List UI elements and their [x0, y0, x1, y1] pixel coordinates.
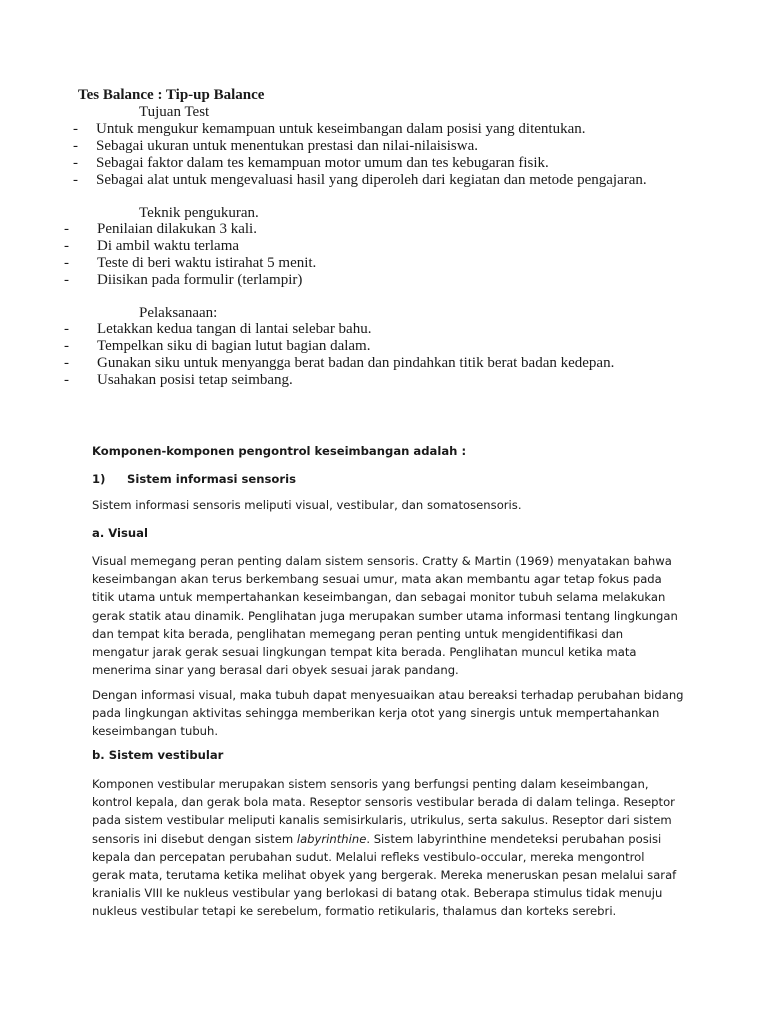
list-item: Sebagai ukuran untuk menentukan prestasi dan nilai-nilaisiswa.: [96, 138, 478, 154]
list-dash: -: [64, 272, 69, 288]
list-item: Teste di beri waktu istirahat 5 menit.: [97, 255, 317, 271]
paragraph-line: keseimbangan tubuh.: [92, 724, 219, 739]
list-dash: -: [73, 155, 78, 171]
list-item: Letakkan kedua tangan di lantai selebar bahu.: [97, 321, 372, 337]
paragraph-line: menerima sinar yang berasal dari obyek sesuai jarak pandang.: [92, 663, 459, 678]
list-dash: -: [64, 372, 69, 388]
list-dash: -: [64, 255, 69, 271]
list-dash: -: [73, 121, 78, 137]
paragraph-line: gerak statik atau dinamik. Penglihatan juga merupakan sumber utama informasi tentang lingkungan: [92, 608, 678, 623]
paragraph-line: pada sistem vestibular meliputi kanalis semisirkularis, utrikulus, serta sakulus. Reseptor dari sistem: [92, 813, 672, 828]
paragraph-line: kepala dan percepatan perubahan sudut. Melalui refleks vestibulo-occular, mereka mengontrol: [92, 849, 645, 864]
section-intro: Sistem informasi sensoris meliputi visual, vestibular, dan somatosensoris.: [92, 498, 522, 512]
visual-paragraph-2: [92, 686, 692, 741]
list-item: Di ambil waktu terlama: [97, 238, 240, 254]
paragraph-line: kontrol kepala, dan gerak bola mata. Reseptor sensoris vestibular berada di dalam telinga. Reseptor: [92, 795, 675, 810]
list-item: Diisikan pada formulir (terlampir): [97, 272, 303, 288]
visual-heading: a. Visual: [92, 526, 148, 540]
paragraph-line: titik utama untuk mempertahankan keseimbangan, dan sebagai monitor tubuh selama melakukan: [92, 590, 666, 605]
paragraph-line: pada lingkungan aktivitas sehingga memberikan kerja otot yang sinergis untuk mempertahankan: [92, 706, 660, 721]
list-dash: -: [64, 221, 69, 237]
komponen-heading: Komponen-komponen pengontrol keseimbangan adalah :: [92, 444, 467, 458]
list-item: Penilaian dilakukan 3 kali.: [97, 221, 257, 237]
line-text: . Sistem labyrinthine mendeteksi perubahan posisi: [366, 831, 662, 846]
paragraph-line: [92, 830, 692, 848]
list-item: Sebagai faktor dalam tes kemampuan motor umum dan tes kebugaran fisik.: [96, 155, 549, 171]
paragraph-line: Komponen vestibular merupakan sistem sensoris yang berfungsi penting dalam keseimbangan,: [92, 777, 649, 791]
list-dash: -: [73, 172, 78, 188]
paragraph-line: nukleus vestibular tetapi ke serebelum, formatio retikularis, thalamus dan korteks serebri.: [92, 904, 617, 919]
pelaksanaan-heading: Pelaksanaan:: [139, 305, 218, 321]
paragraph-line: kranialis VIII ke nukleus vestibular yang berlokasi di batang otak. Beberapa stimulus tidak menuju: [92, 886, 663, 901]
line-text: sensoris ini disebut dengan sistem: [92, 831, 297, 846]
vestibular-heading: b. Sistem vestibular: [92, 748, 224, 762]
list-item: Gunakan siku untuk menyangga berat badan dan pindahkan titik berat badan kedepan.: [97, 355, 615, 371]
vestibular-paragraph: [92, 775, 692, 921]
list-item: Usahakan posisi tetap seimbang.: [97, 372, 293, 388]
paragraph-line: Dengan informasi visual, maka tubuh dapat menyesuaikan atau bereaksi terhadap perubahan bidang: [92, 688, 684, 702]
list-item: Sebagai alat untuk mengevaluasi hasil yang diperoleh dari kegiatan dan metode pengajaran.: [96, 172, 647, 188]
emphasis-term: labyrinthine: [296, 831, 367, 846]
list-item: Tempelkan siku di bagian lutut bagian dalam.: [97, 338, 371, 354]
paragraph-line: gerak mata, terutama ketika melihat obyek yang bergerak. Mereka meneruskan pesan melalui saraf: [92, 868, 677, 883]
list-dash: -: [64, 355, 69, 371]
list-dash: -: [64, 321, 69, 337]
section-title: Sistem informasi sensoris: [127, 472, 296, 486]
paragraph-line: dan tempat kita berada, penglihatan memegang peran penting untuk mengidentifikasi dan: [92, 626, 624, 641]
list-item: Untuk mengukur kemampuan untuk keseimbangan dalam posisi yang ditentukan.: [96, 121, 586, 137]
list-dash: -: [64, 338, 69, 354]
visual-paragraph-1: [92, 552, 692, 679]
list-dash: -: [64, 238, 69, 254]
paragraph-line: mengatur jarak gerak sesuai lingkungan tempat kita berada. Penglihatan muncul ketika mata: [92, 645, 637, 660]
list-dash: -: [73, 138, 78, 154]
tujuan-heading: Tujuan Test: [139, 104, 210, 120]
paragraph-line: Visual memegang peran penting dalam sistem sensoris. Cratty & Martin (1969) menyatakan bahwa: [92, 554, 672, 568]
paragraph-line: keseimbangan akan terus berkembang sesuai umur, mata akan membantu agar tetap fokus pada: [92, 572, 662, 587]
document-title: Tes Balance : Tip-up Balance: [78, 87, 265, 103]
section-number: 1): [92, 472, 106, 486]
teknik-heading: Teknik pengukuran.: [139, 205, 259, 221]
